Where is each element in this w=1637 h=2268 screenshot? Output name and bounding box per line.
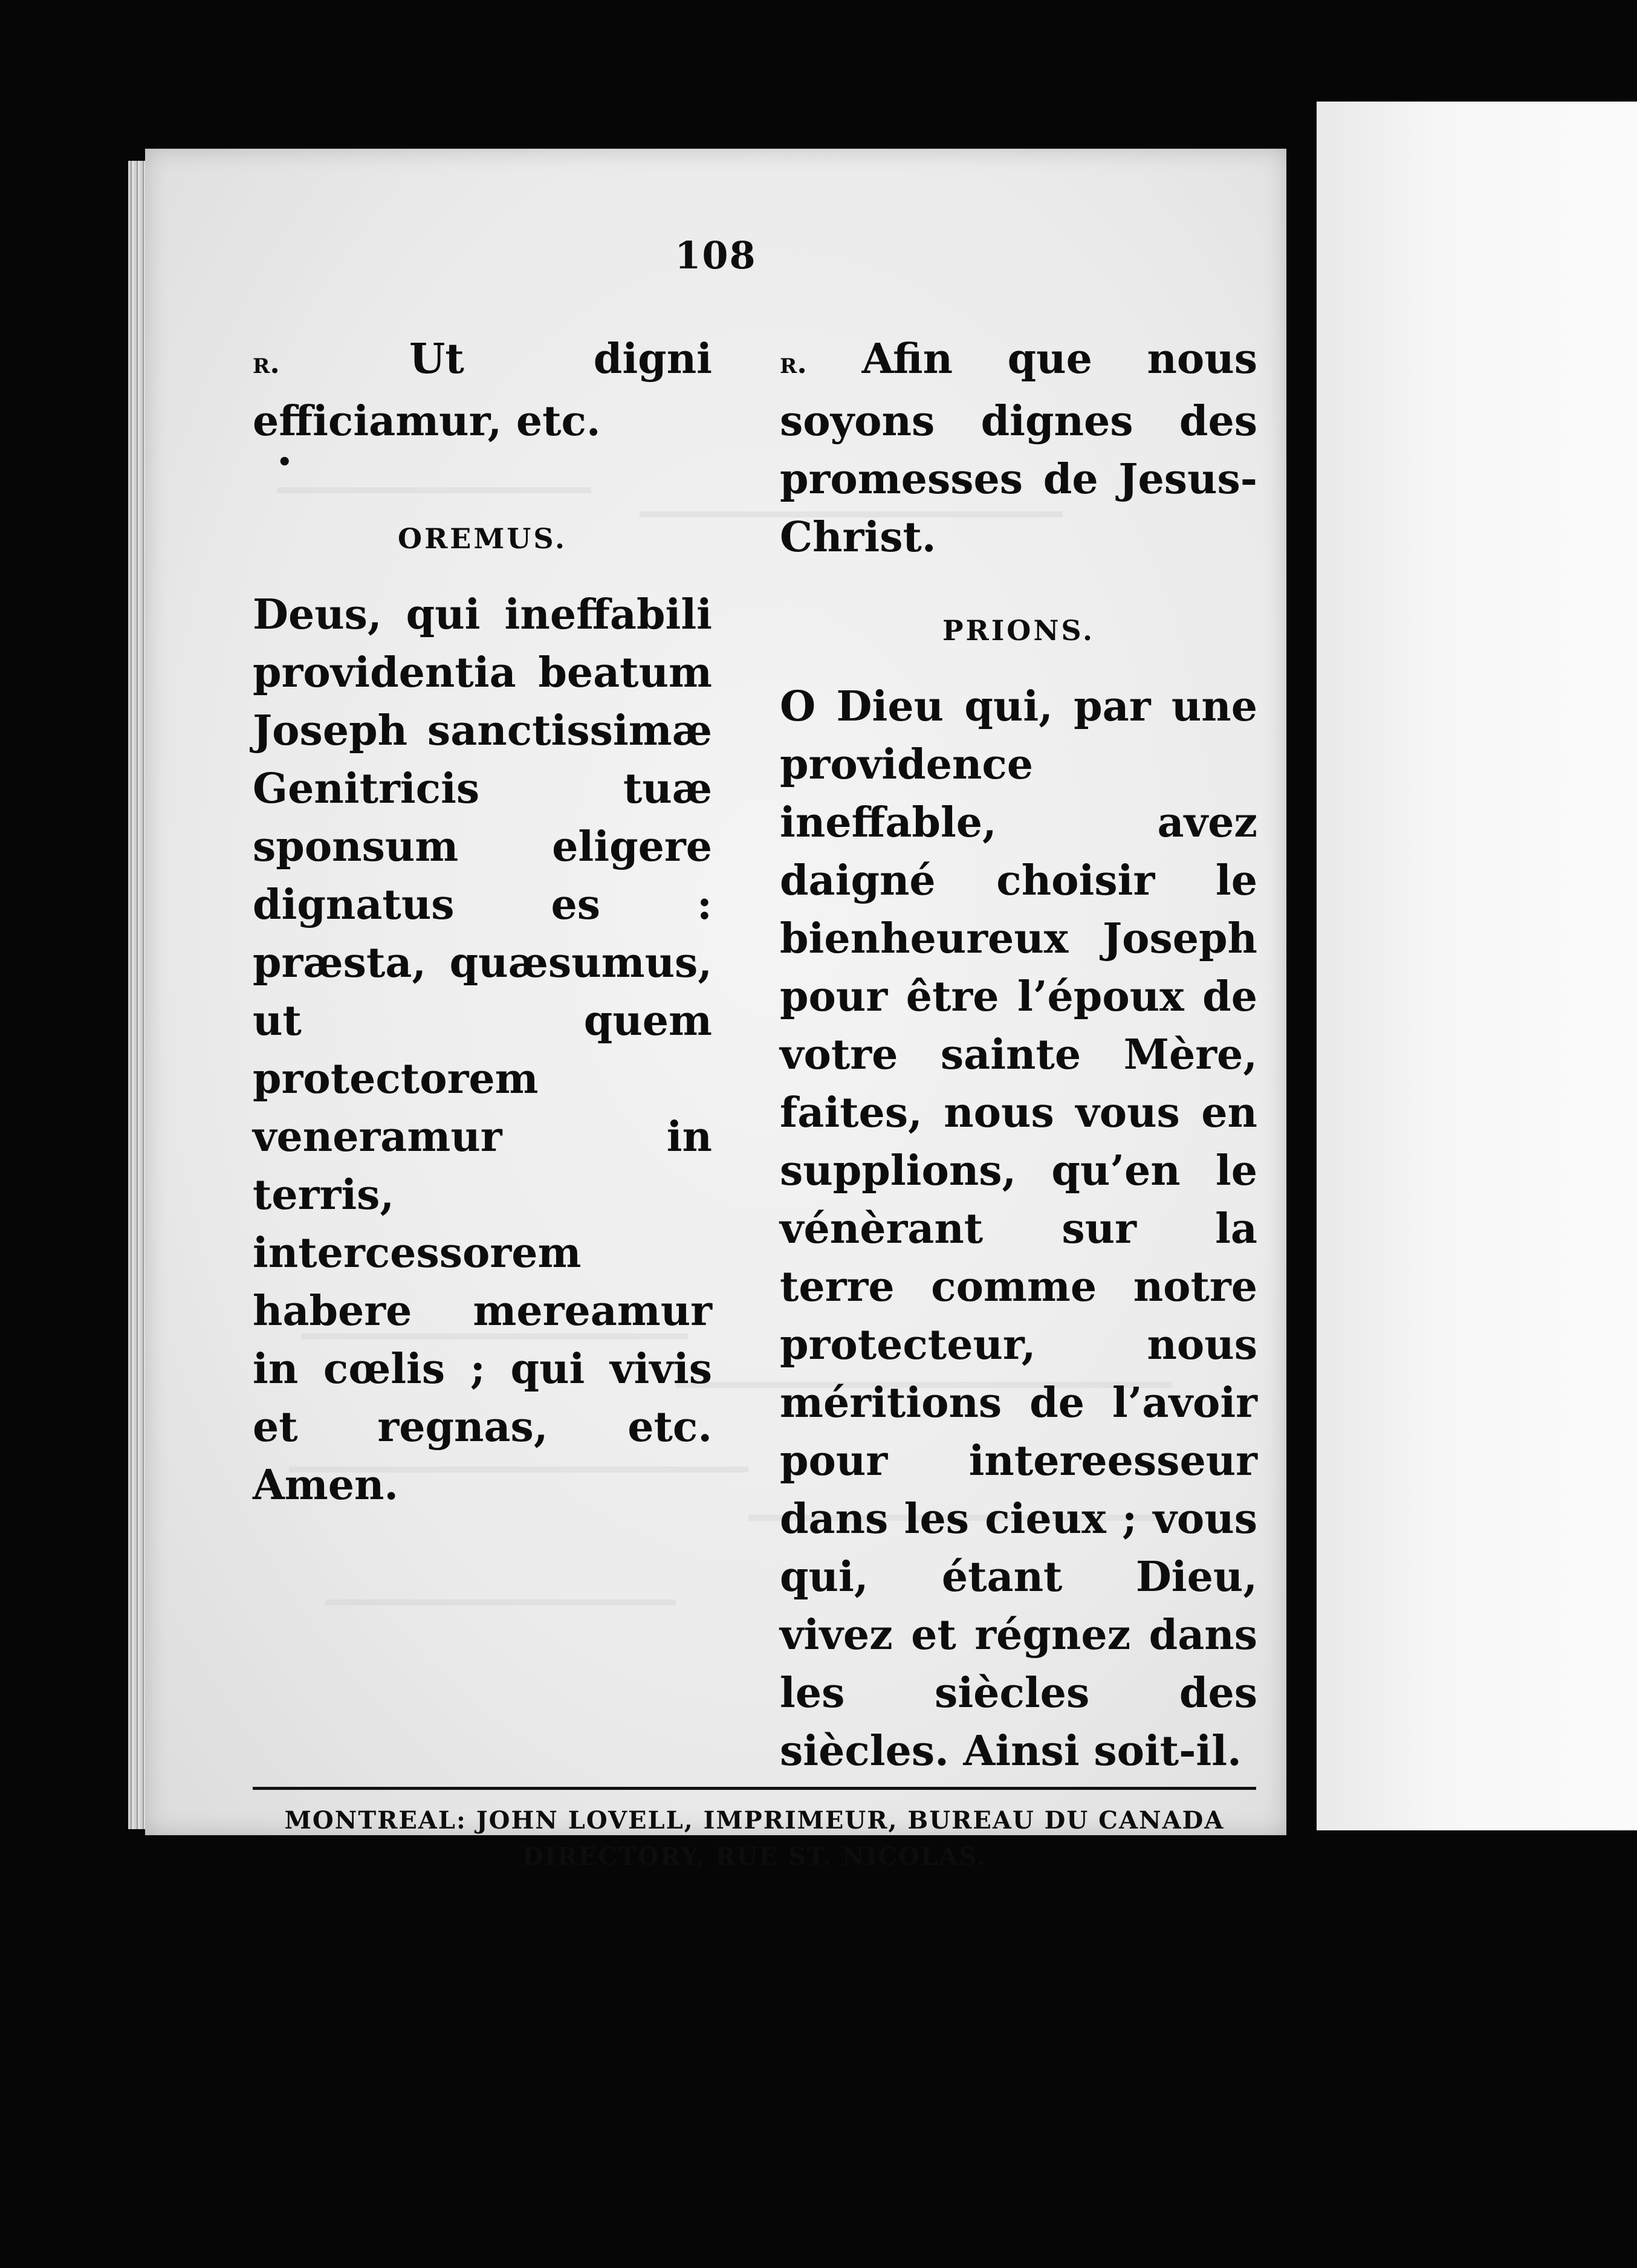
- printer-imprint: [253, 1803, 1256, 1875]
- book-page: [145, 149, 1286, 1871]
- french-response-text: Afin que nous soyons dignes des promesses de Jesus-Christ.: [780, 335, 1257, 562]
- latin-response-text: Ut digni efficiamur, etc.: [253, 335, 712, 446]
- french-heading: PRIONS.: [942, 614, 1095, 647]
- imprint-line-2: DIRECTORY, RUE ST. NICOLAS.: [522, 1842, 987, 1871]
- french-prayer: O Dieu qui, par une providence ineffable, avez daigné choisir le bienheureux Joseph pour être l’époux de votre sainte Mère, faites, nous vous en supplions, qu’en le vénèrant sur la terre comme notre protecteur, nous méritions de l’avoir pour intereesseur dans les cieux ; vous qui, étant Dieu, vivez et régnez dans les siècles des siècles. Ainsi soit-il.: [780, 682, 1257, 1775]
- response-mark: r.: [253, 346, 280, 380]
- latin-column: [253, 330, 712, 1514]
- footer-rule: [253, 1787, 1256, 1790]
- stray-dot: •: [277, 448, 293, 476]
- imprint-line-1: MONTREAL: JOHN LOVELL, IMPRIMEUR, BUREAU DU CANADA: [284, 1806, 1225, 1835]
- response-mark: r.: [780, 346, 807, 380]
- french-column: [780, 330, 1257, 1780]
- latin-heading: OREMUS.: [398, 522, 567, 555]
- latin-prayer: Deus, qui ineffabili providentia beatum Joseph sanctissimæ Genitricis tuæ sponsum eligere dignatus es : præsta, quæsumus, ut quem protectorem veneramur in terris, intercessorem habere mereamur in cœlis ; qui vivis et regnas, etc. Amen.: [253, 591, 712, 1509]
- adjacent-page-edge: [1317, 102, 1637, 1830]
- latin-response: [253, 330, 712, 450]
- french-response: [780, 330, 1257, 566]
- page-number: 108: [675, 233, 757, 277]
